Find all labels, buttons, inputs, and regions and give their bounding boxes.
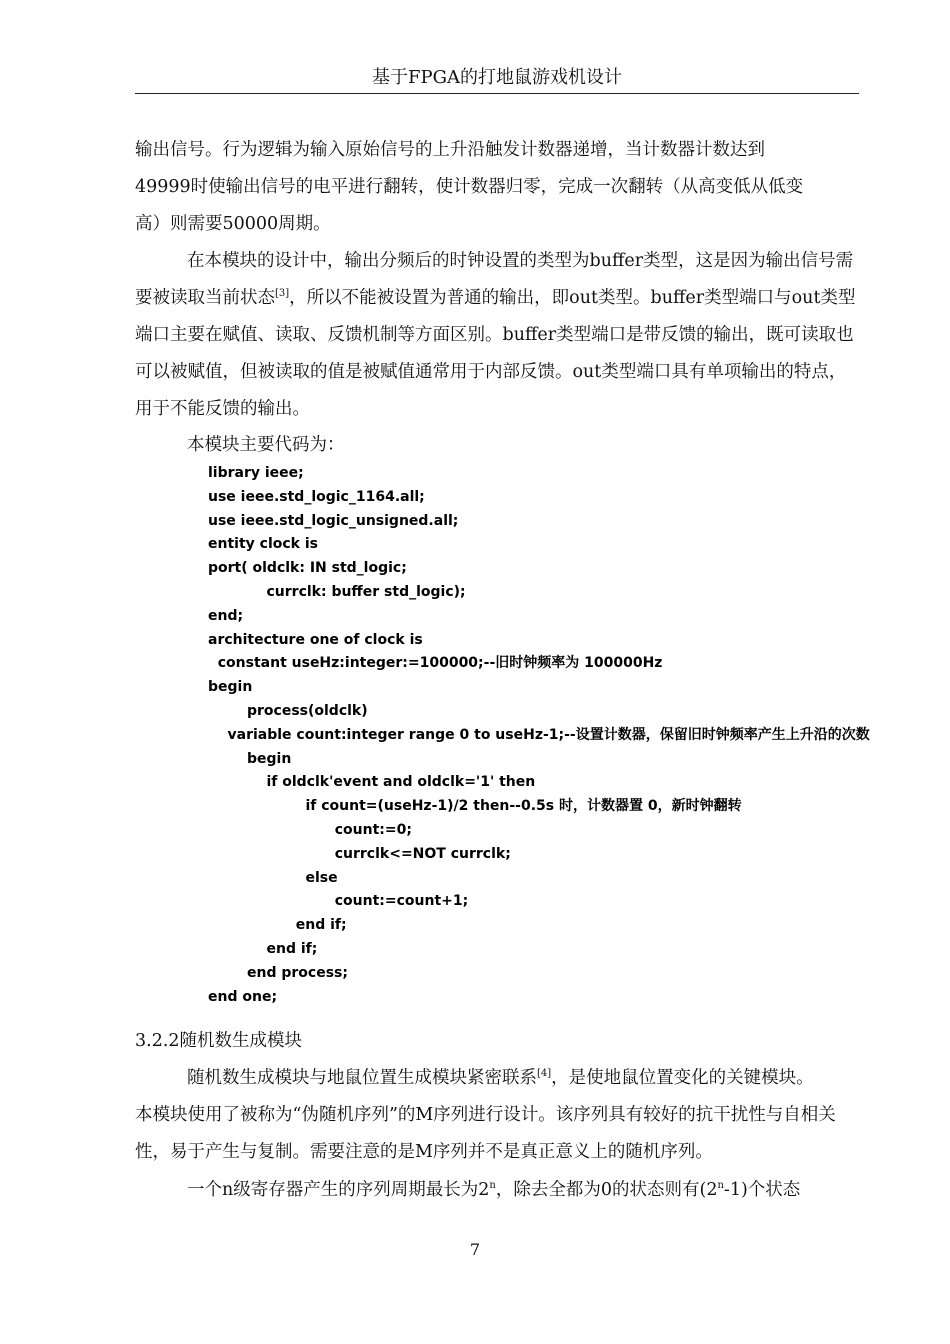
citation-4: [4] <box>537 1068 552 1080</box>
code-line: if count=(useHz-1)/2 then--0.5s 时，计数器置 0，新时钟翻转 <box>208 798 742 815</box>
paragraph-1-line-2: 49999时使输出信号的电平进行翻转，使计数器归零，完成一次翻转（从高变低从低变 <box>135 177 804 197</box>
paragraph-2-text-a: 在本模块的设计中，输出分频后的时钟设置的类型为buffer类型，这是因为输出信号需要被读取当前状态 <box>135 251 854 308</box>
code-line: port( oldclk: IN std_logic; <box>208 560 407 577</box>
citation-3: [3] <box>275 288 290 300</box>
paragraph-3 <box>135 1060 859 1171</box>
section-title: 随机数生成模块 <box>179 1031 303 1051</box>
paragraph-2-text-b: ，所以不能被设置为普通的输出，即out类型。buffer类型端口与out类型端口主要在赋值、读取、反馈机制等方面区别。buffer类型端口是带反馈的输出，既可读取也可以被赋值，但被读取的值是被赋值通常用于内部反馈。out类型端口具有单项输出的特点，用于不能反馈的输出。 <box>135 288 856 419</box>
paragraph-4 <box>135 1172 859 1209</box>
section-number: 3.2.2 <box>135 1031 180 1051</box>
paragraph-1-line-1: 输出信号。行为逻辑为输入原始信号的上升沿触发计数器递增，当计数器计数达到 <box>135 140 765 160</box>
code-line: use ieee.std_logic_1164.all; <box>208 488 425 505</box>
superscript-n: n <box>489 1180 496 1192</box>
paragraph-3-text-c: 本模块使用了被称为“伪随机序列”的M序列进行设计。该序列具有较好的抗干扰性与自相关性，易于产生与复制。需要注意的是M序列并不是真正意义上的随机序列。 <box>135 1105 836 1162</box>
code-line: end process; <box>208 964 348 981</box>
code-line: end one; <box>208 988 278 1005</box>
paragraph-3-text-b: ，是使地鼠位置变化的关键模块。 <box>551 1068 814 1088</box>
code-line: end if; <box>208 940 318 957</box>
code-line: if oldclk'event and oldclk='1' then <box>208 774 536 791</box>
code-line: currclk: buffer std_logic); <box>208 583 466 600</box>
page-number: 7 <box>469 1240 481 1259</box>
code-line: variable count:integer range 0 to useHz-1;--设置计数器，保留旧时钟频率产生上升沿的次数 <box>208 726 870 743</box>
code-line: entity clock is <box>208 536 318 553</box>
section-heading <box>135 1025 302 1057</box>
code-line: count:=count+1; <box>208 893 469 910</box>
paragraph-4-text-b: ，除去全都为0的状态则有(2 <box>495 1180 718 1200</box>
paragraph-4-text-a: 一个n级寄存器产生的序列周期最长为2 <box>187 1180 490 1200</box>
code-line: end; <box>208 607 244 624</box>
paragraph-2 <box>135 243 859 428</box>
code-line: constant useHz:integer:=100000;--旧时钟频率为 100000Hz <box>208 655 663 672</box>
paragraph-4-text-c: -1)个状态 <box>723 1180 801 1200</box>
code-line: end if; <box>208 917 347 934</box>
paragraph-3-first-line <box>135 1060 859 1097</box>
paragraph-1-line-3: 高）则需要50000周期。 <box>135 214 331 234</box>
code-line: count:=0; <box>208 821 412 838</box>
paragraph-1 <box>135 132 859 243</box>
code-line: library ieee; <box>208 465 304 481</box>
code-line: begin <box>208 679 253 696</box>
code-line: else <box>208 869 338 886</box>
code-line: architecture one of clock is <box>208 631 423 648</box>
code-intro: 本模块主要代码为： <box>187 435 345 455</box>
code-line: currclk<=NOT currclk; <box>208 845 511 862</box>
superscript-n: n <box>717 1180 724 1192</box>
paragraph-3-text-a: 随机数生成模块与地鼠位置生成模块紧密联系 <box>187 1068 537 1088</box>
code-line: process(oldclk) <box>208 702 368 719</box>
code-listing <box>208 462 908 1009</box>
running-header: 基于FPGA的打地鼠游戏机设计 <box>135 66 859 94</box>
code-line: begin <box>208 750 292 767</box>
code-line: use ieee.std_logic_unsigned.all; <box>208 512 459 529</box>
